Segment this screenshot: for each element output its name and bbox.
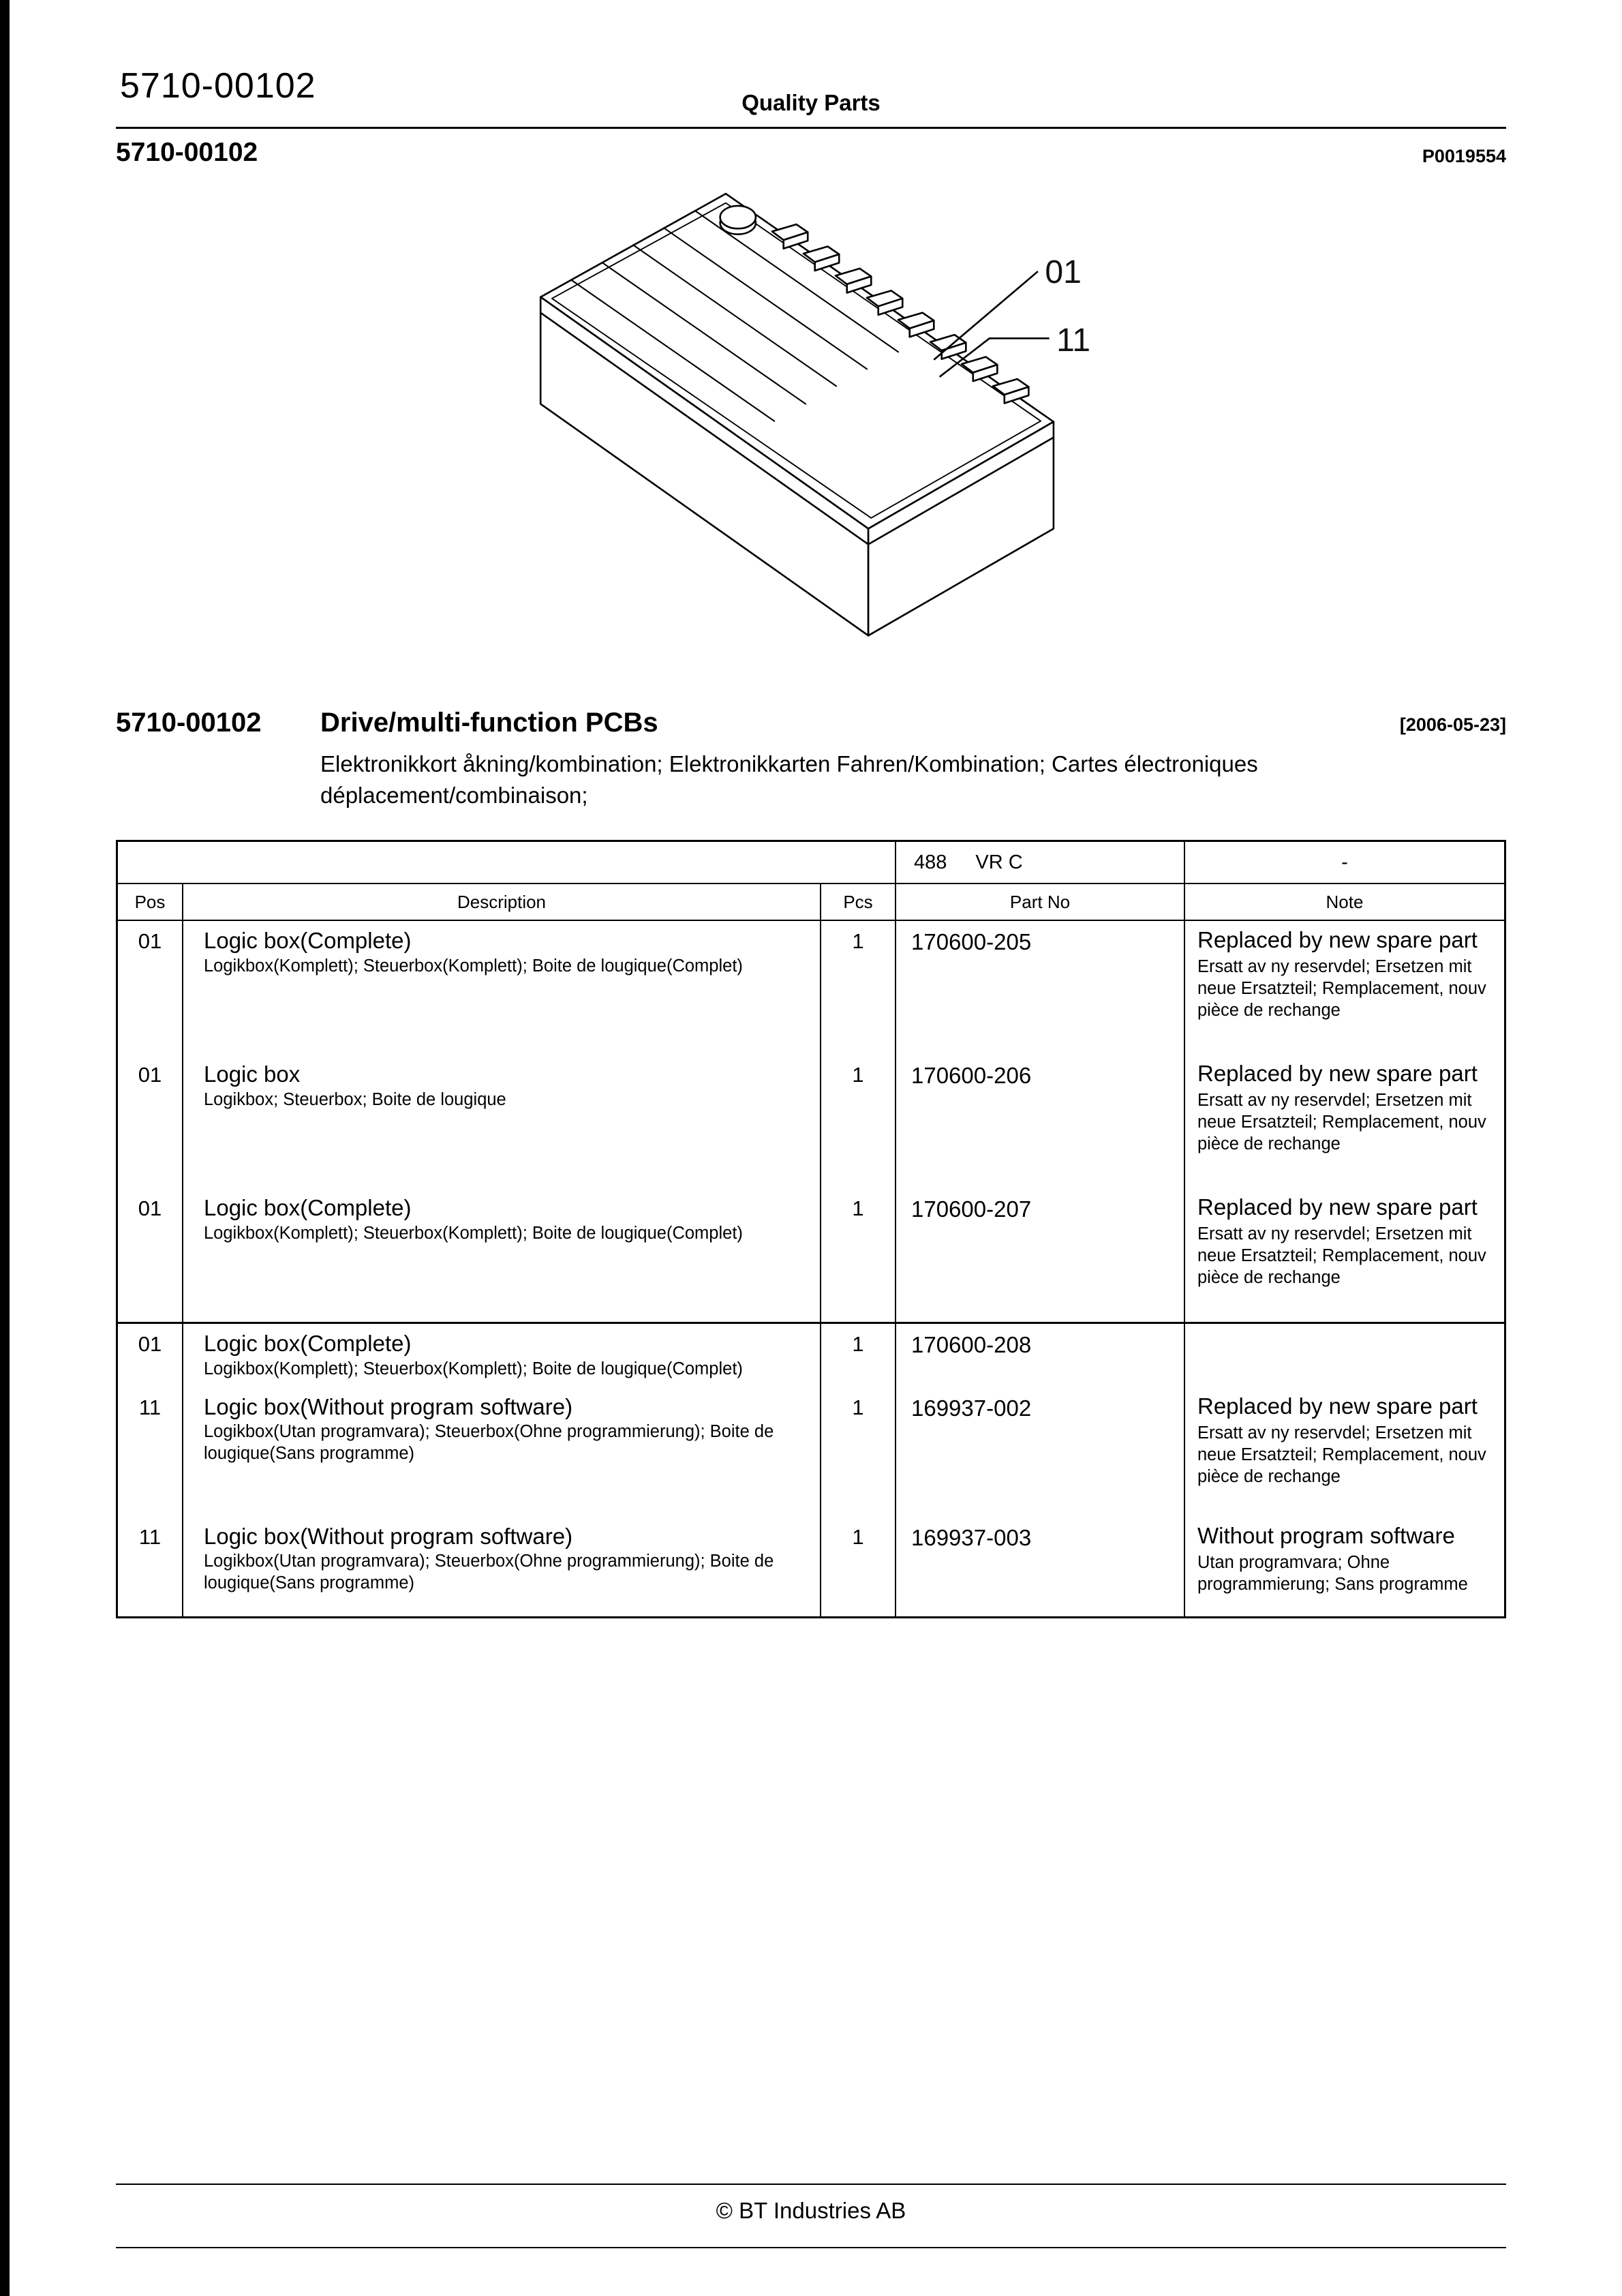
callout-01-label: 01 [1045,253,1082,290]
header-rule [116,127,1506,129]
description-translations: Logikbox; Steuerbox; Boite de lougique [204,1089,506,1109]
pcs-cell: 1 [821,1517,896,1616]
description-main: Logic box(Complete) [204,1331,412,1356]
description-main: Logic box(Complete) [204,1195,412,1220]
note-translations: Utan programvara; Ohne programmierung; Sans programme [1197,1552,1468,1594]
note-translations: Ersatt av ny reservdel; Ersetzen mit neue Ersatzteil; Remplacement, nouv pièce de rechange [1197,1423,1486,1486]
description-translations: Logikbox(Komplett); Steuerbox(Komplett); Boite de lougique(Complet) [204,1223,743,1243]
variant-note-cell: - [1341,851,1348,873]
description-cell [183,1387,821,1517]
parts-diagram [491,176,1118,661]
pos-cell: 11 [118,1517,183,1616]
col-header-note: Note [1326,891,1364,912]
note-translations: Ersatt av ny reservdel; Ersetzen mit neue Ersatzteil; Remplacement, nouv pièce de rechange [1197,1090,1486,1154]
description-cell [183,921,821,1055]
variant-blank-cell [118,842,896,883]
footer-rule-bottom [116,2247,1506,2248]
table-row [118,1517,1504,1616]
col-header-part-no: Part No [896,884,1185,920]
note-main: Replaced by new spare part [1197,1194,1478,1220]
pcs-cell: 1 [821,1324,896,1387]
pos-cell: 11 [118,1387,183,1517]
note-translations: Ersatt av ny reservdel; Ersetzen mit neue Ersatzteil; Remplacement, nouv pièce de rechange [1197,956,1486,1021]
section-title: Drive/multi-function PCBs [320,708,658,738]
description-cell [183,1324,821,1387]
description-main: Logic box(Without program software) [204,1393,573,1419]
pos-cell: 01 [118,921,183,1055]
pcs-cell: 1 [821,1387,896,1517]
doc-number-top: 5710-00102 [120,66,316,106]
note-main: Without program software [1197,1522,1455,1548]
column-header-row [118,884,1504,921]
part-no-cell: 170600-208 [896,1324,1185,1387]
table-row [118,1322,1504,1387]
pos-cell: 01 [118,1055,183,1188]
description-main: Logic box [204,1061,301,1087]
note-main: Replaced by new spare part [1197,1393,1478,1419]
pos-cell: 01 [118,1324,183,1387]
table-row [118,921,1504,1055]
note-cell [1185,1517,1504,1616]
description-cell [183,1188,821,1322]
variant-model: 488 [914,851,947,873]
part-no-cell: 170600-206 [896,1055,1185,1188]
pcs-cell: 1 [821,1055,896,1188]
note-main: Replaced by new spare part [1197,927,1478,952]
variant-version: VR C [975,851,1023,873]
part-no-cell: 169937-002 [896,1387,1185,1517]
part-no-cell: 170600-207 [896,1188,1185,1322]
figure-reference: P0019554 [1422,146,1506,166]
section-subtitle: Elektronikkort åkning/kombination; Elektronikkarten Fahren/Kombination; Cartes électroniques déplacement/combinaison; [320,751,1258,808]
table-row [118,1055,1504,1188]
note-cell [1185,1055,1504,1188]
variant-header-row [118,842,1504,884]
note-cell [1185,1188,1504,1322]
pos-cell: 01 [118,1188,183,1322]
section-date: [2006-05-23] [1399,714,1506,735]
callout-11-label: 11 [1056,322,1091,359]
doc-number: 5710-00102 [116,138,258,167]
pcs-cell: 1 [821,921,896,1055]
scan-edge-artifact [0,0,10,2296]
variant-model-cell [896,842,1185,883]
header-center-title: Quality Parts [741,90,881,115]
col-header-pcs: Pcs [821,884,896,920]
col-header-description: Description [183,884,821,920]
description-main: Logic box(Complete) [204,928,412,953]
table-row [118,1387,1504,1517]
description-translations: Logikbox(Utan programvara); Steuerbox(Ohne programmierung); Boite de lougique(Sans programme) [204,1552,774,1593]
note-translations: Ersatt av ny reservdel; Ersetzen mit neue Ersatzteil; Remplacement, nouv pièce de rechange [1197,1224,1486,1288]
part-no-cell: 170600-205 [896,921,1185,1055]
description-translations: Logikbox(Komplett); Steuerbox(Komplett); Boite de lougique(Complet) [204,1359,743,1378]
figure-container [491,176,1118,661]
footer-rule-top [116,2184,1506,2185]
parts-table [116,840,1506,1618]
footer-copyright: © BT Industries AB [716,2198,906,2223]
description-translations: Logikbox(Utan programvara); Steuerbox(Ohne programmierung); Boite de lougique(Sans programme) [204,1422,774,1464]
note-cell [1185,1324,1504,1387]
col-header-pos: Pos [118,884,183,920]
part-no-cell: 169937-003 [896,1517,1185,1616]
section-number: 5710-00102 [116,708,262,738]
description-translations: Logikbox(Komplett); Steuerbox(Komplett); Boite de lougique(Complet) [204,956,743,976]
description-main: Logic box(Without program software) [204,1523,573,1549]
pcs-cell: 1 [821,1188,896,1322]
table-row [118,1188,1504,1322]
description-cell [183,1517,821,1616]
note-cell [1185,1387,1504,1517]
description-cell [183,1055,821,1188]
note-main: Replaced by new spare part [1197,1061,1478,1086]
note-cell [1185,921,1504,1055]
